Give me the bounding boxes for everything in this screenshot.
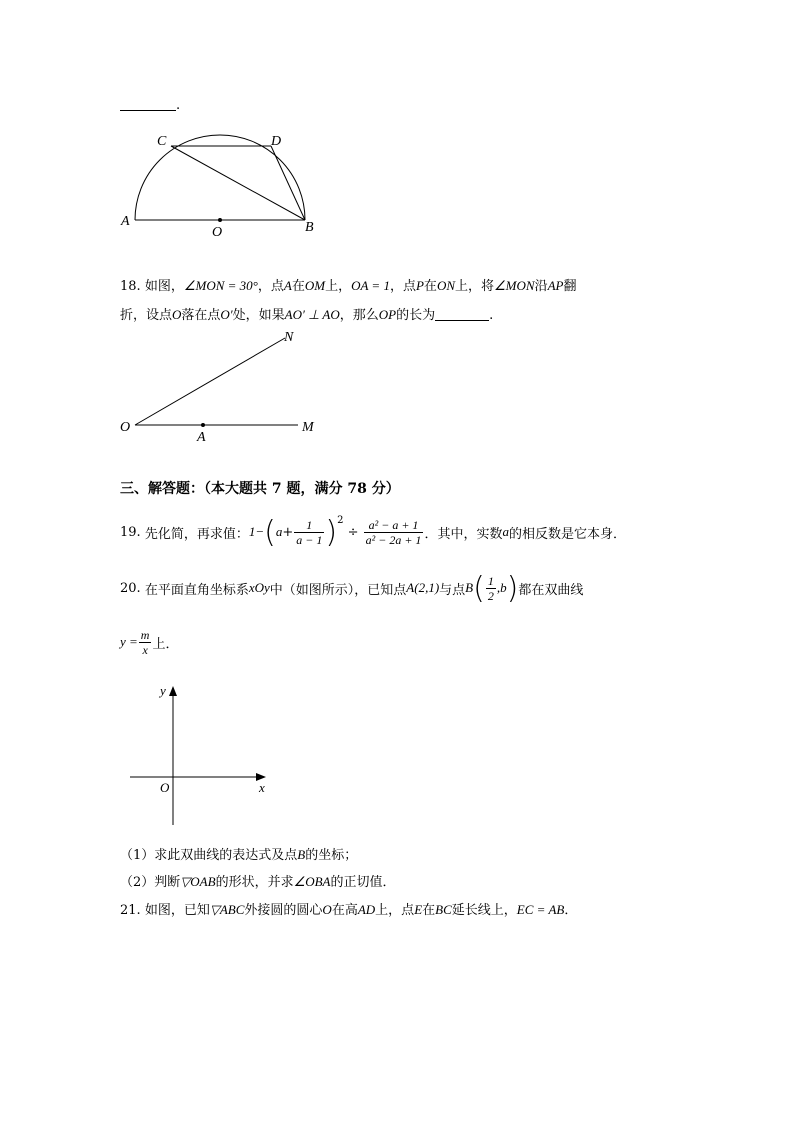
label-x: x [259,780,265,795]
q18-period: . [489,308,494,323]
q18-text: ，点 [257,279,284,294]
q20-line2 [120,622,178,662]
q20-text: 与点 [439,582,466,598]
q21-text: ． [564,903,578,918]
q21-point-E: E [414,902,423,917]
q18-text: 在 [291,279,305,294]
label-O: O [212,225,223,240]
q20-sub2-text: 的形状，并求 [215,875,294,890]
q19-text: 先化简，再求值： [144,526,249,542]
fraction-1-over-a-1 [294,518,324,547]
fraction-denominator: a − 1 [296,532,323,547]
label-A: A [197,430,206,445]
figure-angle-MON [115,325,330,447]
q19-var-a: a [502,524,509,539]
q18-text: 沿 [534,279,548,294]
left-paren: ( [473,570,485,606]
q20-angle-OBA: ∠OBA [293,874,331,889]
q21-text: 在 [422,903,436,918]
q20-line1 [120,567,583,609]
fraction-numerator: m [140,627,150,642]
q18-text: 上， [325,279,352,294]
q18-segment-OP: OP [378,307,397,322]
q21-text: 在高 [331,903,358,918]
q19-plus: + [282,524,294,540]
label-B: B [305,220,314,235]
label-N: N [284,330,294,345]
center-point-O [218,218,222,222]
q18-point-A: A [283,278,292,293]
q21-segment-BC: BC [435,902,452,917]
q18-text: 折，设点 [120,308,173,323]
q20-sub1-text: （1）求此双曲线的表达式及点 [120,848,298,863]
label-O: O [120,420,131,435]
q20-coord-b: ,b [496,580,507,595]
q20-triangle-OAB: ▽OAB [180,874,216,889]
fraction-denominator: x [142,642,148,657]
q18-angle-MON-2: ∠MON [494,278,535,293]
q20-text: 上． [152,636,179,652]
answer-blank [435,308,489,321]
right-paren: ) [506,570,519,606]
q20-sub2 [120,871,396,890]
q21-text: 如图，已知 [144,903,210,918]
fraction-numerator: 1 [487,573,494,588]
q18-line-AP: AP [547,278,564,293]
q20-sub1 [120,844,357,863]
q19-text: ．其中，实数 [424,526,503,542]
exponent-2: 2 [337,515,344,526]
q20-text: 都在双曲线 [518,582,584,598]
q20-sub2-text: （2）判断 [120,875,181,890]
q21-text: 上，点 [375,903,415,918]
q20-point-A: A(2,1) [406,580,440,595]
q18-angle-MON: ∠MON = 30° [183,278,258,293]
q21-line [120,899,577,918]
q19-divide: ÷ [347,524,359,540]
label-C: C [157,134,167,149]
point-A [201,423,205,427]
fraction-one-half [486,574,496,603]
figure-coordinate-axes [120,680,280,830]
q19-line [120,511,626,553]
label-M: M [302,420,314,435]
q18-perpendicular: AO′ ⊥ AO [284,307,340,322]
left-paren: ( [264,514,276,550]
y-axis-arrow [169,686,177,696]
label-y: y [160,683,166,698]
q17-answer-blank-line [120,98,180,113]
q21-segment-AD: AD [357,902,376,917]
q17-period: . [176,98,181,113]
q18-line2 [120,304,493,323]
q20-number: 20. [120,580,141,596]
q21-text: 外接圆的圆心 [244,903,323,918]
q21-number: 21. [120,903,141,918]
q19-var-a: a [275,524,283,539]
segment-CB [171,146,305,220]
q18-text: 上，将 [455,279,495,294]
fraction-denominator: 2 [487,588,494,603]
q19-one-minus: 1− [248,524,265,539]
section-3-heading: 三、解答题：（本大题共 7 题，满分 78 分） [120,481,400,497]
answer-blank [120,98,176,111]
q18-text: 处，如果 [232,308,285,323]
q18-point-P: P [415,278,424,293]
q18-line1 [120,275,576,294]
q18-text: 翻 [563,279,577,294]
q20-point-B: B [297,847,306,862]
q21-equation: EC = AB [516,902,565,917]
ray-ON [135,338,285,425]
q18-text: 落在点 [181,308,221,323]
q20-y-equals: y = [120,634,138,649]
q20-sub1-text: 的坐标； [305,848,358,863]
q18-text: 在 [423,279,437,294]
q21-point-O: O [322,902,332,917]
q18-text: 如图， [144,279,184,294]
label-A: A [121,214,130,229]
q18-number: 18. [120,279,141,294]
label-D: D [271,134,282,149]
q18-point-O: O [172,307,182,322]
fraction-denominator: a² − 2a + 1 [365,532,422,547]
fraction-main [364,518,424,547]
q20-text: 在平面直角坐标系 [144,582,249,598]
q20-sub2-text: 的正切值． [330,875,396,890]
segment-DB [271,146,305,220]
q18-point-O-prime: O′ [220,307,233,322]
q21-text: 延长线上， [451,903,517,918]
q18-text: 的长为 [396,308,436,323]
q20-text: 中（如图所示），已知点 [269,582,407,598]
right-paren: ) [325,514,338,550]
q20-point-B: B [465,580,474,595]
q19-number: 19. [120,524,141,540]
q21-triangle-ABC: ▽ABC [209,902,245,917]
q18-text: ，点 [389,279,416,294]
q19-text: 的相反数是它本身． [508,526,626,542]
fraction-m-over-x [139,628,152,657]
q20-xOy: xOy [248,580,270,595]
q18-ray-OM: OM [304,278,326,293]
q18-OA-length: OA = 1 [351,278,390,293]
figure-semicircle [115,125,325,240]
label-O: O [160,780,170,795]
fraction-numerator: 1 [294,518,324,533]
fraction-numerator: a² − a + 1 [364,518,424,533]
q18-text: ，那么 [339,308,379,323]
q18-ray-ON: ON [436,278,455,293]
